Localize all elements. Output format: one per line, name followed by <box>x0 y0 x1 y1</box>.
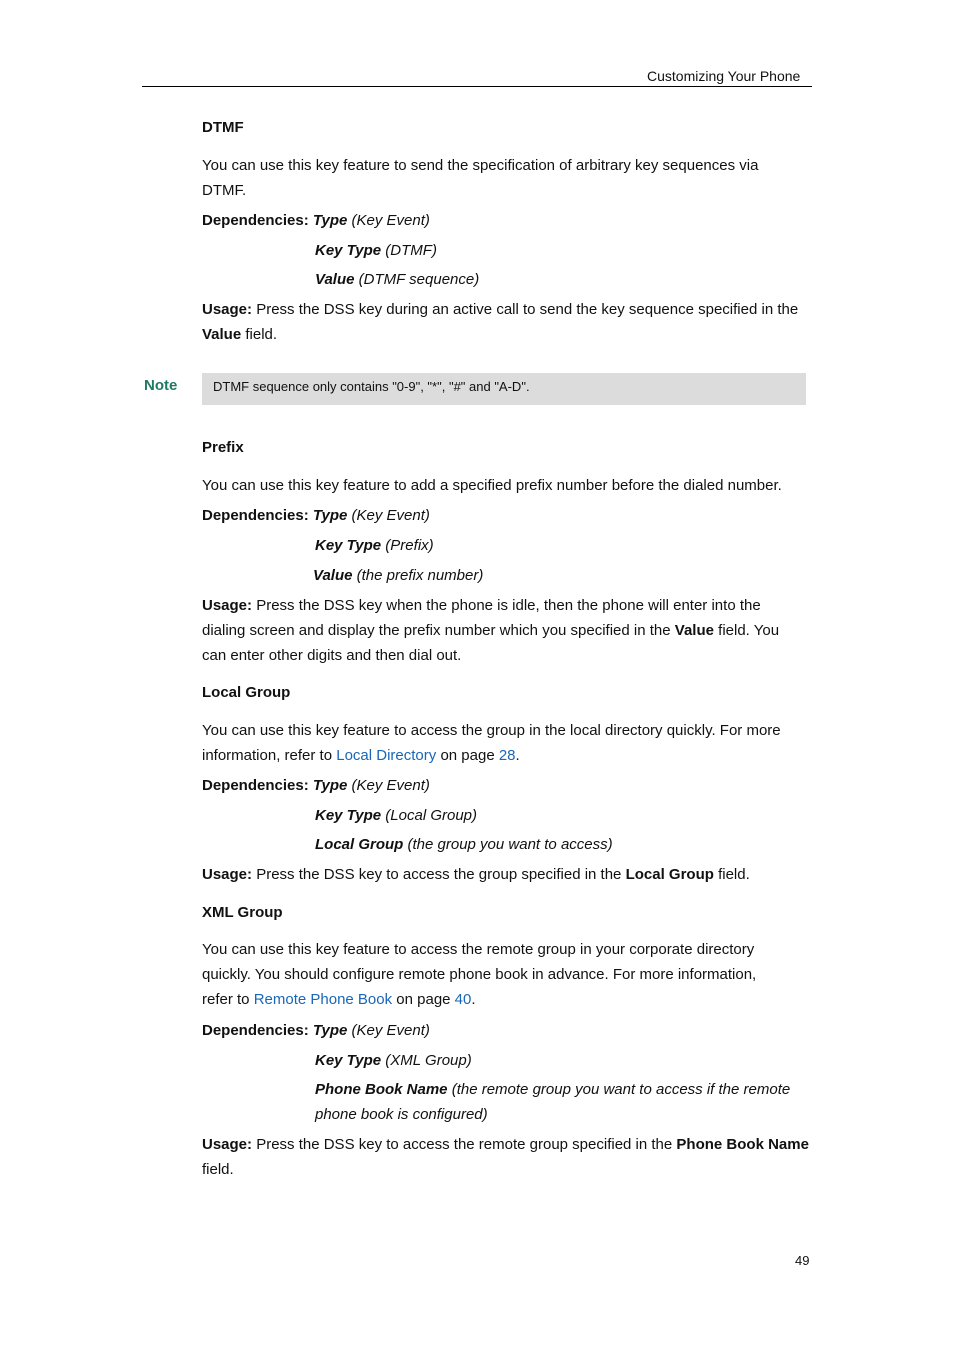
xml-group-description: You can use this key feature to access the remote group in your corporate directory quickly. You should configure remote phone book in advance. For more information, refer to Remote Phone Book on page 40. <box>202 941 757 1008</box>
note-text: DTMF sequence only contains "0-9", "*", "#" and "A-D". <box>213 379 530 394</box>
local-directory-page-link[interactable]: 28 <box>498 747 516 764</box>
page-number: 49 <box>795 1253 810 1268</box>
prefix-description: You can use this key feature to add a specified prefix number before the dialed number. <box>202 477 782 494</box>
local-group-dependency-3: Local Group (the group you want to access) <box>315 836 613 853</box>
prefix-usage: Usage: Press the DSS key when the phone is idle, then the phone will enter into the dialing screen and display the prefix number which you specified in the Value field. You can enter other digits and then dial out. <box>202 597 780 664</box>
local-group-description: You can use this key feature to access the group in the local directory quickly. For more information, refer to Local Directory on page 28. <box>202 722 781 764</box>
local-group-dependency-1: Dependencies: Type (Key Event) <box>202 777 430 794</box>
section-heading-prefix: Prefix <box>202 439 244 456</box>
section-heading-dtmf: DTMF <box>202 119 244 136</box>
dtmf-dependency-1: Dependencies: Type (Key Event) <box>202 212 430 229</box>
section-heading-local-group: Local Group <box>202 684 291 701</box>
running-header: Customizing Your Phone <box>647 68 801 84</box>
section-heading-xml-group: XML Group <box>202 904 283 921</box>
header-rule <box>142 86 812 87</box>
xml-group-usage: Usage: Press the DSS key to access the remote group specified in the Phone Book Name field. <box>202 1136 809 1178</box>
local-group-usage: Usage: Press the DSS key to access the group specified in the Local Group field. <box>202 866 750 883</box>
dtmf-description: You can use this key feature to send the specification of arbitrary key sequences via DTMF. <box>202 157 759 199</box>
dtmf-dependency-3: Value (DTMF sequence) <box>315 271 480 288</box>
prefix-dependency-1: Dependencies: Type (Key Event) <box>202 507 430 524</box>
dtmf-dependency-2: Key Type (DTMF) <box>315 242 437 259</box>
xml-group-dependency-3: Phone Book Name (the remote group you want to access if the remote phone book is configured) <box>315 1081 791 1123</box>
xml-group-dependency-1: Dependencies: Type (Key Event) <box>202 1022 430 1039</box>
prefix-dependency-3: Value (the prefix number) <box>313 567 484 584</box>
remote-phone-book-page-link[interactable]: 40 <box>454 991 472 1008</box>
local-group-dependency-2: Key Type (Local Group) <box>315 807 478 824</box>
note-label: Note <box>144 377 178 394</box>
prefix-dependency-2: Key Type (Prefix) <box>315 537 434 554</box>
local-directory-link[interactable]: Local Directory <box>336 747 437 764</box>
remote-phone-book-link[interactable]: Remote Phone Book <box>253 991 393 1008</box>
xml-group-dependency-2: Key Type (XML Group) <box>315 1052 472 1069</box>
dtmf-usage: Usage: Press the DSS key during an active call to send the key sequence specified in the Value field. <box>202 301 799 343</box>
